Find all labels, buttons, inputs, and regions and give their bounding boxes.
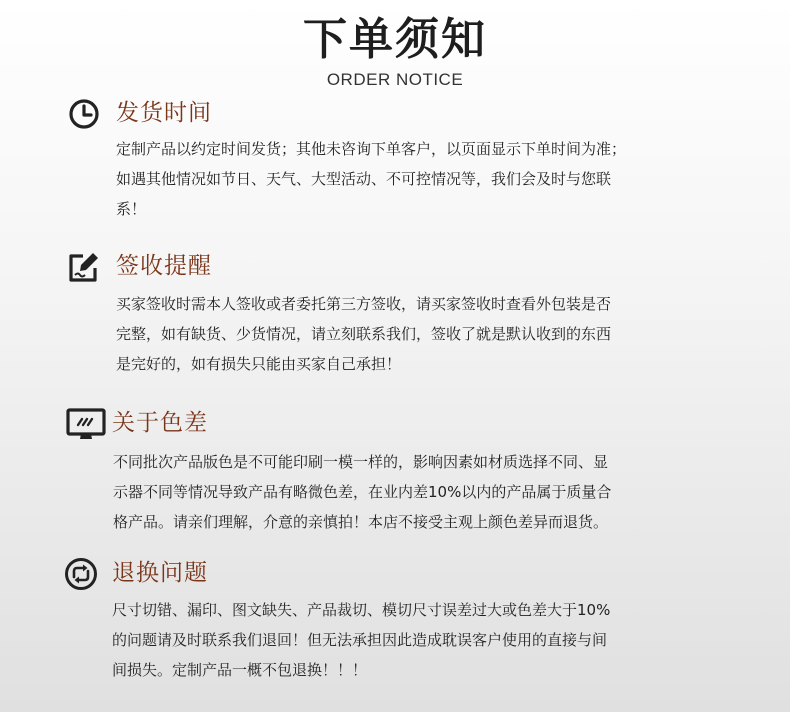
section-header bbox=[0, 249, 790, 285]
body-line: 买家签收时需本人签收或者委托第三方签收，请买家签收时查看外包装是否 bbox=[116, 295, 612, 313]
section-body bbox=[116, 134, 706, 224]
page-title: 下单须知 bbox=[303, 14, 487, 65]
monitor-icon bbox=[66, 406, 106, 442]
section-title: 发货时间 bbox=[116, 100, 212, 126]
section-shipping-time bbox=[0, 96, 790, 218]
body-line: 完整，如有缺货、少货情况，请立刻联系我们，签收了就是默认收到的东西 bbox=[116, 325, 612, 343]
section-returns-exchanges bbox=[0, 556, 790, 679]
body-line: 系！ bbox=[116, 200, 147, 218]
body-line: 定制产品以约定时间发货；其他未咨询下单客户，以页面显示下单时间为准； bbox=[116, 140, 627, 158]
section-body bbox=[113, 447, 703, 537]
body-line: 如遇其他情况如节日、天气、大型活动、不可控情况等，我们会及时与您联 bbox=[116, 170, 612, 188]
section-receipt-reminder bbox=[0, 249, 790, 373]
section-title: 关于色差 bbox=[112, 410, 208, 436]
page-subtitle: ORDER NOTICE bbox=[326, 70, 464, 89]
body-line: 尺寸切错、漏印、图文缺失、产品裁切、模切尺寸误差过大或色差大于10% bbox=[112, 601, 611, 619]
body-line: 的问题请及时联系我们退回！但无法承担因此造成耽误客户使用的直接与间 bbox=[112, 631, 608, 649]
section-header bbox=[0, 556, 790, 592]
section-header bbox=[0, 406, 790, 442]
exchange-icon bbox=[63, 556, 99, 592]
section-body bbox=[112, 595, 702, 685]
body-line: 是完好的，如有损失只能由买家自己承担！ bbox=[116, 355, 402, 373]
page-header bbox=[0, 14, 790, 90]
body-line: 格产品。请亲们理解，介意的亲慎拍！本店不接受主观上颜色差异而退货。 bbox=[113, 513, 609, 531]
section-header bbox=[0, 96, 790, 132]
section-title: 签收提醒 bbox=[116, 253, 212, 279]
body-line: 间损失。定制产品一概不包退换！！！ bbox=[112, 661, 368, 679]
section-color-difference bbox=[0, 406, 790, 531]
edit-sign-icon bbox=[66, 249, 102, 285]
section-title: 退换问题 bbox=[112, 560, 208, 586]
section-body bbox=[116, 289, 706, 379]
clock-icon bbox=[66, 96, 102, 132]
body-line: 不同批次产品版色是不可能印刷一模一样的，影响因素如材质选择不同、显 bbox=[113, 453, 609, 471]
body-line: 示器不同等情况导致产品有略微色差，在业内差10%以内的产品属于质量合 bbox=[113, 483, 612, 501]
